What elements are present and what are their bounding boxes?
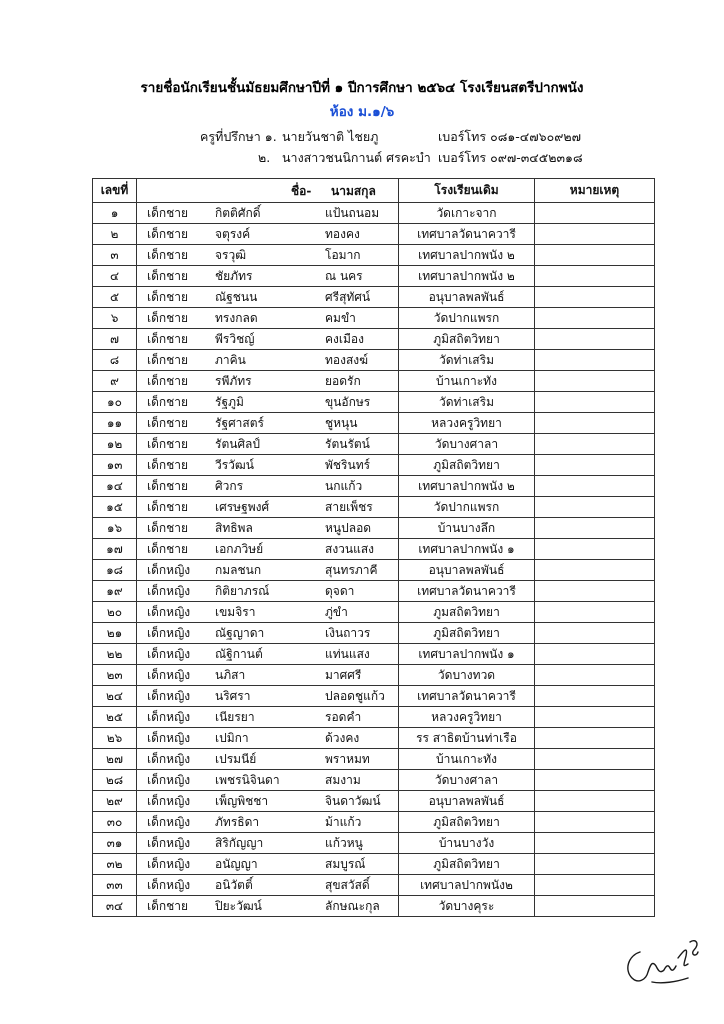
last-name: พราหมท [325,752,370,766]
previous-school: ภูมิสถิตวิทยา [399,812,535,833]
name-title: เด็กหญิง [147,626,191,640]
row-number: ๙ [93,371,137,392]
student-name-cell [137,350,399,371]
first-name: เพชรนิจินดา [215,773,280,787]
remark-cell [535,497,655,518]
table-row [93,266,655,287]
row-number: ๑๓ [93,455,137,476]
name-title: เด็กชาย [147,542,189,556]
remark-cell [535,896,655,917]
signature-mark [622,930,702,990]
first-name: เศรษฐพงศ์ [215,500,270,514]
remark-cell [535,791,655,812]
name-title: เด็กชาย [147,290,189,304]
student-name-cell [137,266,399,287]
previous-school: เทศบาลวัดนาควารี [399,686,535,707]
previous-school: วัดท่าเสริม [399,392,535,413]
previous-school: เทศบาลวัดนาควารี [399,224,535,245]
table-row [93,287,655,308]
student-name-cell [137,413,399,434]
remark-cell [535,875,655,896]
last-name: แป้นถนอม [325,206,380,220]
first-name: เนียรยา [215,710,255,724]
document-title: รายชื่อนักเรียนชั้นมัธยมศึกษาปีที่ ๑ ปีการศึกษา ๒๕๖๔ โรงเรียนสตรีปากพนัง [140,80,584,96]
first-name: นริศรา [215,689,251,703]
row-number: ๑๗ [93,539,137,560]
table-row [93,203,655,224]
remark-cell [535,434,655,455]
previous-school: ภูมิสถิตวิทยา [399,455,535,476]
last-name: จินดาวัฒน์ [325,794,381,808]
student-name-cell [137,476,399,497]
table-row [93,560,655,581]
student-name-cell [137,728,399,749]
first-name: ภาคิน [215,353,246,367]
remark-cell [535,749,655,770]
previous-school: บ้านเกาะทัง [399,749,535,770]
first-name: ศิวกร [215,479,244,493]
previous-school: เทศบาลปากพนัง ๒ [399,476,535,497]
table-row [93,791,655,812]
header-school: โรงเรียนเดิม [399,179,535,203]
student-name-cell [137,539,399,560]
last-name: ปลอดชูแก้ว [325,689,385,703]
remark-cell [535,581,655,602]
student-name-cell [137,245,399,266]
previous-school: ภูมิสถิตวิทยา [399,854,535,875]
student-name-cell [137,665,399,686]
remark-cell [535,371,655,392]
student-name-cell [137,560,399,581]
previous-school: อนุบาลพลพันธ์ [399,560,535,581]
row-number: ๒๗ [93,749,137,770]
row-number: ๒๘ [93,770,137,791]
table-row [93,539,655,560]
student-name-cell [137,455,399,476]
remark-cell [535,623,655,644]
last-name: รัตนรัตน์ [325,437,370,451]
remark-cell [535,770,655,791]
last-name: ม้าแก้ว [325,815,362,829]
name-title: เด็กหญิง [147,710,191,724]
table-row [93,308,655,329]
last-name: ลักษณะกุล [325,899,380,913]
previous-school: วัดเกาะจาก [399,203,535,224]
last-name: โอมาก [325,248,361,262]
student-name-cell [137,434,399,455]
table-row [93,476,655,497]
advisor-1-phone: เบอร์โทร ๐๘๑-๔๗๖๐๙๒๗ [438,129,582,144]
student-name-cell [137,791,399,812]
previous-school: รร สาธิตบ้านท่าเรือ [399,728,535,749]
table-row [93,518,655,539]
row-number: ๑ [93,203,137,224]
table-row [93,497,655,518]
row-number: ๒๐ [93,602,137,623]
first-name: เปมิกา [215,731,249,745]
last-name: ภู่ขำ [325,605,348,619]
last-name: ยอดรัก [325,374,361,388]
name-title: เด็กหญิง [147,836,191,850]
table-header-row [93,179,655,203]
last-name: หนูปลอด [325,521,372,535]
student-name-cell [137,371,399,392]
student-name-cell [137,686,399,707]
name-title: เด็กชาย [147,479,189,493]
remark-cell [535,539,655,560]
remark-cell [535,518,655,539]
advisor-1-label: ครูที่ปรึกษา ๑. [200,129,277,144]
previous-school: เทศบาลปากพนัง ๒ [399,266,535,287]
first-name: ทรงกลด [215,311,258,325]
row-number: ๓๐ [93,812,137,833]
student-name-cell [137,497,399,518]
header-no: เลขที่ [93,179,137,203]
name-title: เด็กหญิง [147,815,191,829]
row-number: ๓๑ [93,833,137,854]
row-number: ๔ [93,266,137,287]
name-title: เด็กชาย [147,500,189,514]
first-name: วีรวัฒน์ [215,458,254,472]
row-number: ๑๑ [93,413,137,434]
row-number: ๒๕ [93,707,137,728]
previous-school: หลวงครูวิทยา [399,413,535,434]
name-title: เด็กชาย [147,437,189,451]
row-number: ๑๕ [93,497,137,518]
remark-cell [535,665,655,686]
student-name-cell [137,581,399,602]
first-name: กิตติศักดิ์ [215,206,261,220]
first-name: รัฐภูมิ [215,395,244,409]
last-name: ทองคง [325,227,360,241]
name-title: เด็กชาย [147,269,189,283]
last-name: เงินถาวร [325,626,371,640]
first-name: ภัทรธิดา [215,815,260,829]
student-name-cell [137,644,399,665]
previous-school: บ้านเกาะทัง [399,371,535,392]
header-first: ชื่อ- [291,183,312,198]
table-row [93,455,655,476]
remark-cell [535,266,655,287]
row-number: ๑๘ [93,560,137,581]
table-row [93,707,655,728]
remark-cell [535,413,655,434]
table-row [93,812,655,833]
name-title: เด็กหญิง [147,563,191,577]
student-name-cell [137,287,399,308]
last-name: สายเพ็ชร [325,500,373,514]
last-name: ชูหนุน [325,416,358,430]
table-row [93,686,655,707]
last-name: ขุนอักษร [325,395,371,409]
row-number: ๑๔ [93,476,137,497]
remark-cell [535,224,655,245]
student-name-cell [137,203,399,224]
previous-school: วัดบางทวด [399,665,535,686]
remark-cell [535,644,655,665]
row-number: ๒๑ [93,623,137,644]
room-label: ห้อง ม.๑/๖ [329,104,395,120]
name-title: เด็กหญิง [147,857,191,871]
previous-school: เทศบาลปากพนัง ๑ [399,644,535,665]
row-number: ๑๖ [93,518,137,539]
name-title: เด็กหญิง [147,605,191,619]
previous-school: หลวงครูวิทยา [399,707,535,728]
row-number: ๑๙ [93,581,137,602]
remark-cell [535,707,655,728]
remark-cell [535,833,655,854]
first-name: กมลชนก [215,563,262,577]
table-row [93,896,655,917]
previous-school: เทศบาลวัดนาควารี [399,581,535,602]
remark-cell [535,245,655,266]
last-name: สุนทรภาคี [325,563,378,577]
header-last: นามสกุล [331,183,376,198]
row-number: ๑๐ [93,392,137,413]
student-name-cell [137,392,399,413]
student-name-cell [137,623,399,644]
remark-cell [535,728,655,749]
remark-cell [535,854,655,875]
table-row [93,728,655,749]
last-name: สมงาม [325,773,361,787]
table-row [93,854,655,875]
header-remark: หมายเหตุ [535,179,655,203]
previous-school: ภูมสถิตวิทยา [399,602,535,623]
name-title: เด็กชาย [147,899,189,913]
previous-school: เทศบาลปากพนัง๒ [399,875,535,896]
name-title: เด็กชาย [147,353,189,367]
first-name: อนิวัตติ์ [215,878,253,892]
previous-school: วัดปากแพรก [399,497,535,518]
student-name-cell [137,833,399,854]
last-name: มาศศรี [325,668,362,682]
student-name-cell [137,896,399,917]
name-title: เด็กหญิง [147,773,191,787]
student-name-cell [137,812,399,833]
previous-school: ภูมิสถิตวิทยา [399,623,535,644]
table-body [93,203,655,917]
row-number: ๒๖ [93,728,137,749]
row-number: ๓ [93,245,137,266]
first-name: เอกภวิษย์ [215,542,264,556]
remark-cell [535,350,655,371]
name-title: เด็กชาย [147,206,189,220]
table-row [93,749,655,770]
name-title: เด็กหญิง [147,878,191,892]
name-title: เด็กหญิง [147,647,191,661]
row-number: ๒๙ [93,791,137,812]
row-number: ๒๒ [93,644,137,665]
last-name: นกแก้ว [325,479,363,493]
previous-school: วัดปากแพรก [399,308,535,329]
student-name-cell [137,707,399,728]
first-name: สิริกัญญา [215,836,264,850]
student-name-cell [137,308,399,329]
last-name: สงวนแสง [325,542,375,556]
advisor-2-name: นางสาวชนนิกานต์ ศรคะบำ [282,150,431,165]
first-name: ณัฐญาดา [215,626,265,640]
remark-cell [535,203,655,224]
first-name: เขมจิรา [215,605,256,619]
row-number: ๑๒ [93,434,137,455]
remark-cell [535,812,655,833]
row-number: ๖ [93,308,137,329]
first-name: สิทธิพล [215,521,253,535]
previous-school: อนุบาลพลพันธ์ [399,287,535,308]
last-name: ศรีสุทัศน์ [325,290,371,304]
row-number: ๒ [93,224,137,245]
previous-school: ภูมิสถิตวิทยา [399,329,535,350]
row-number: ๗ [93,329,137,350]
student-name-cell [137,602,399,623]
previous-school: วัดท่าเสริม [399,350,535,371]
name-title: เด็กหญิง [147,731,191,745]
last-name: คงเมือง [325,332,364,346]
remark-cell [535,392,655,413]
table-row [93,329,655,350]
header-name [137,179,399,203]
last-name: แก้วหนู [325,836,363,850]
previous-school: บ้านบางลึก [399,518,535,539]
name-title: เด็กชาย [147,248,189,262]
last-name: ด้วงคง [325,731,360,745]
student-name-cell [137,854,399,875]
first-name: รัฐศาสตร์ [215,416,264,430]
name-title: เด็กชาย [147,416,189,430]
student-table [92,178,655,917]
table-row [93,245,655,266]
last-name: สมบูรณ์ [325,857,366,871]
remark-cell [535,476,655,497]
remark-cell [535,287,655,308]
table-row [93,413,655,434]
name-title: เด็กชาย [147,395,189,409]
advisor-2-label: ๒. [258,150,271,165]
name-title: เด็กหญิง [147,668,191,682]
row-number: ๘ [93,350,137,371]
previous-school: เทศบาลปากพนัง ๒ [399,245,535,266]
student-name-cell [137,329,399,350]
student-name-cell [137,875,399,896]
name-title: เด็กชาย [147,521,189,535]
last-name: รอดคำ [325,710,362,724]
previous-school: เทศบาลปากพนัง ๑ [399,539,535,560]
student-name-cell [137,518,399,539]
first-name: ณัฐิกานต์ [215,647,263,661]
first-name: อนัญญา [215,857,258,871]
remark-cell [535,602,655,623]
student-name-cell [137,749,399,770]
last-name: ณ นคร [325,269,363,283]
table-row [93,875,655,896]
name-title: เด็กหญิง [147,752,191,766]
table-row [93,434,655,455]
table-row [93,623,655,644]
previous-school: อนุบาลพลพันธ์ [399,791,535,812]
advisor-1-name: นายวันชาติ ไชยภู [282,129,379,144]
first-name: ปิยะวัฒน์ [215,899,262,913]
name-title: เด็กชาย [147,227,189,241]
first-name: รพีภัทร [215,374,252,388]
row-number: ๓๔ [93,896,137,917]
table-row [93,665,655,686]
advisor-line-2 [200,148,660,166]
table-row [93,644,655,665]
last-name: สุขสวัสดิ์ [325,878,370,892]
advisor-line-1 [200,127,660,145]
row-number: ๓๒ [93,854,137,875]
first-name: กิติยาภรณ์ [215,584,270,598]
last-name: พัชรินทร์ [325,458,371,472]
student-name-cell [137,224,399,245]
name-title: เด็กหญิง [147,584,191,598]
name-title: เด็กหญิง [147,689,191,703]
row-number: ๒๔ [93,686,137,707]
first-name: ชัยภัทร [215,269,253,283]
name-title: เด็กชาย [147,458,189,472]
remark-cell [535,560,655,581]
first-name: นภิสา [215,668,246,682]
first-name: เพ็ญพิชชา [215,794,269,808]
row-number: ๕ [93,287,137,308]
row-number: ๓๓ [93,875,137,896]
first-name: จรวุฒิ [215,248,247,262]
remark-cell [535,455,655,476]
table-row [93,581,655,602]
last-name: คมขำ [325,311,356,325]
table-row [93,602,655,623]
last-name: ทองสงฆ์ [325,353,369,367]
last-name: ดุจดา [325,584,355,598]
table-row [93,392,655,413]
name-title: เด็กชาย [147,332,189,346]
table-row [93,371,655,392]
last-name: แท่นแสง [325,647,370,661]
table-row [93,770,655,791]
row-number: ๒๓ [93,665,137,686]
previous-school: วัดบางคุระ [399,896,535,917]
first-name: จตุรงค์ [215,227,251,241]
first-name: พีรวิชญ์ [215,332,255,346]
table-row [93,224,655,245]
previous-school: วัดบางศาลา [399,770,535,791]
name-title: เด็กชาย [147,374,189,388]
previous-school: บ้านบางวัง [399,833,535,854]
first-name: เปรมนีย์ [215,752,257,766]
first-name: รัตนศิลป์ [215,437,261,451]
remark-cell [535,686,655,707]
student-name-cell [137,770,399,791]
remark-cell [535,308,655,329]
first-name: ณัฐชนน [215,290,258,304]
name-title: เด็กชาย [147,311,189,325]
table-row [93,350,655,371]
table-row [93,833,655,854]
name-title: เด็กหญิง [147,794,191,808]
advisor-2-phone: เบอร์โทร ๐๙๗-๓๔๕๒๓๑๘ [438,150,583,165]
remark-cell [535,329,655,350]
previous-school: วัดบางศาลา [399,434,535,455]
